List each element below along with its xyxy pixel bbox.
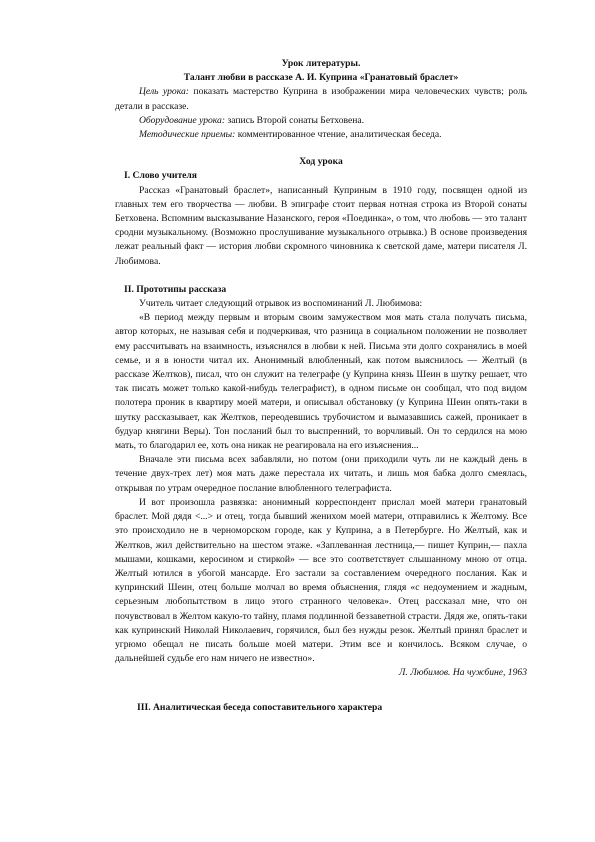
section-2-title: II. Прототипы рассказа xyxy=(124,283,227,295)
equipment-text: запись Второй сонаты Бетховена. xyxy=(225,114,365,126)
methods-text: комментированное чтение, аналитическая беседа. xyxy=(235,129,442,141)
goal-text: показать мастерство Куприна в изображении мира человеческих чувств; роль детали в рассказе. xyxy=(115,86,527,112)
section-3-title: III. Аналитическая беседа сопоставительного характера xyxy=(137,701,383,713)
course-title: Ход урока xyxy=(299,156,343,168)
quote-paragraph-2: Вначале эти письма всех забавляли, но потом (они приходили чуть ли не каждый день в течение двух-трех лет) моя мать даже перестала их читать, и лишь моя бабка долго смеялась, открывая по утрам очередное послание влюбленного телеграфиста. xyxy=(115,454,527,494)
lesson-methods xyxy=(115,128,527,142)
quote-paragraph-3: И вот произошла развязка: анонимный корреспондент прислал моей матери гранатовый браслет. Мой дядя <...> и отец, тогда бывший женихом моей матери, отправились к Желтому. Все это происходило не в черноморском городе, как у Куприна, а в Петербурге. Но Желтый, как и Желтков, жил действительно на шестом этаже. «Заплеванная лестница,— пишет Куприн,— пахла мышами, кошками, керосином и стиркой» — все это соответствует слышанному мною от отца. Желтый ютился в убогой мансарде. Его застали за составлением очередного послания. Как и купринский Шеин, отец больше молчал во время объяснения, глядя «с недоумением и жадным, серьезным любопытством в лицо этого странного человека». Отец рассказал мне, что он почувствовал в Желтом какую-то тайну, пламя подлинной беззаветной страсти. Дядя же, опять-таки как купринский Николай Николаевич, горячился, был без нужды резок. Желтый принял браслет и угрюмо обещал не писать больше моей матери. Этим все и кончилось. Всяком случае, о дальнейшей судьбе его нам ничего не известно». xyxy=(115,496,527,665)
lesson-topic: Талант любви в рассказе А. И. Куприна «Гранатовый браслет» xyxy=(183,72,459,84)
quote-paragraph-1: «В период между первым и вторым своим замужеством моя мать стала получать письма, автор которых, не называя себя и подчеркивая, что разница в социальном положении не позволяет ему рассчитывать на взаимность, изъяснялся в любви к ней. Письма эти долго сохранялись в моей семье, и я в юности читал их. Анонимный влюбленный, как потом выяснилось — Желтый (в рассказе Желтков), писал, что он служит на телеграфе (у Куприна князь Шеин в шутку решает, что так писать может только какой-нибудь телеграфист), в одном письме он сообщал, что под видом полотера проник в квартиру моей матери, и описывал обстановку (у Куприна Шеин опять-таки в шутку рассказывает, как Желтков, переодевшись трубочистом и вымазавшись сажей, проникает в будуар княгини Веры). Тон посланий был то выспренний, то ворчливый. Он то сердился на мою мать, то благодарил ее, хоть она никак не реагировала на его изъяснения... xyxy=(115,312,527,452)
lesson-title: Урок литературы. xyxy=(281,58,361,69)
section-1-title: I. Слово учителя xyxy=(124,170,197,182)
document-page xyxy=(115,57,527,715)
section-2-intro: Учитель читает следующий отрывок из воспоминаний Л. Любимова: xyxy=(139,298,423,310)
quote-source: Л. Любимов. На чужбине, 1963 xyxy=(398,667,527,679)
lesson-goal xyxy=(115,85,527,113)
lesson-equipment xyxy=(115,114,527,128)
methods-label: Методические приемы: xyxy=(139,129,236,141)
section-1-paragraph: Рассказ «Гранатовый браслет», написанный Куприным в 1910 году, посвящен одной из главных тем его творчества — любви. В эпиграфе стоит первая нотная строка из Второй сонаты Бетховена. Вспомним высказывание Назанского, героя «Поединка», о том, что любовь — это талант сродни музыкальному. (Возможно прослушивание музыкального отрывка.) В основе произведения лежат реальный факт — история любви скромного чиновника к светской даме, матери писателя Л. Любимова. xyxy=(115,184,527,267)
goal-label: Цель урока: xyxy=(139,86,189,98)
equipment-label: Оборудование урока: xyxy=(139,114,226,126)
